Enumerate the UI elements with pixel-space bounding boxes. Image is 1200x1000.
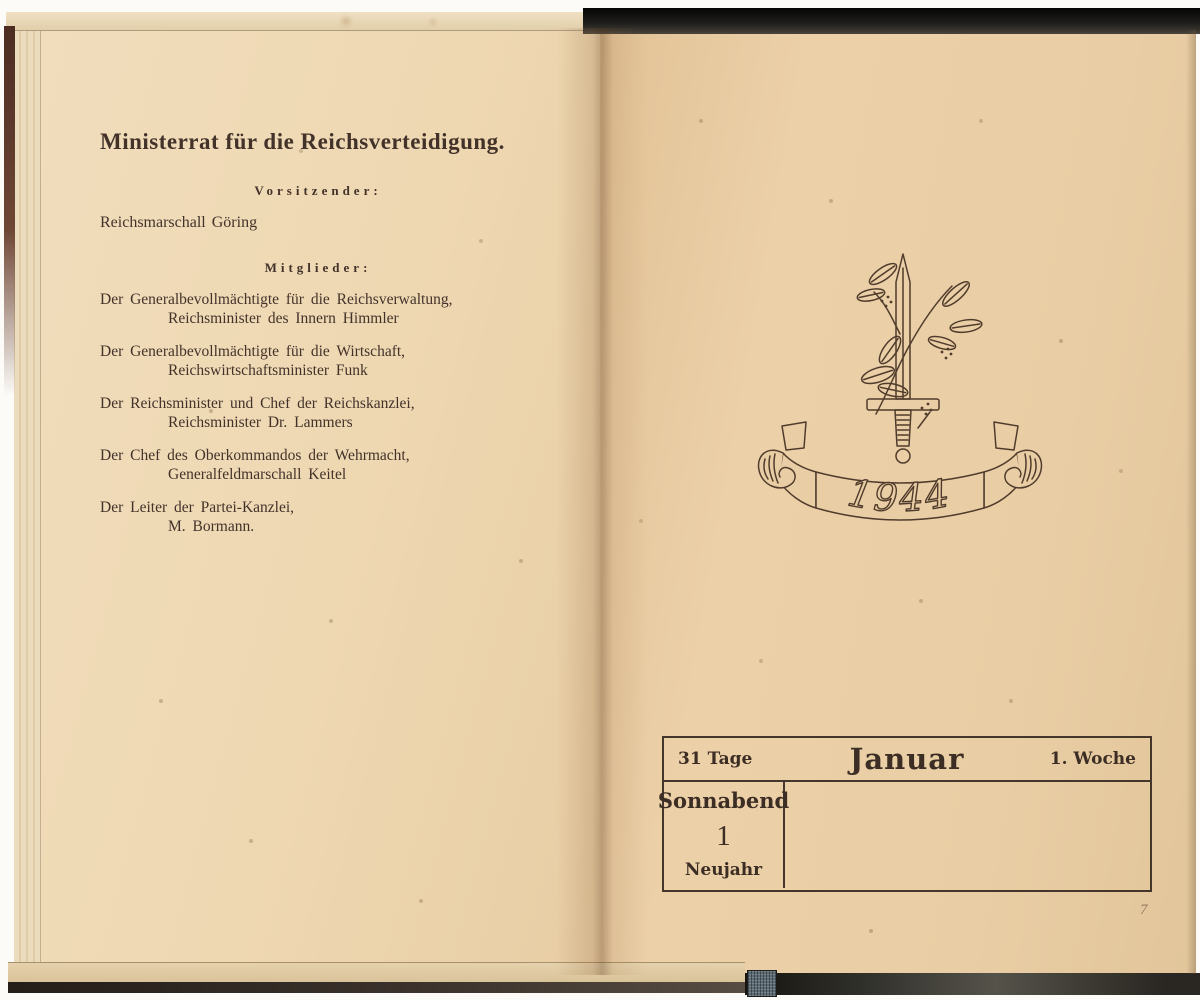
member-role: Der Leiter der Partei-Kanzlei, [100,499,295,516]
member-name: Reichswirtschaftsminister Funk [168,362,368,379]
calendar-block [657,736,1152,892]
page-edge-right [1186,30,1196,974]
right-page [600,30,1196,976]
member-role: Der Generalbevollmächtigte für die Wirtschaft, [100,343,406,360]
calendar-notes-area [785,782,1150,888]
member-role: Der Generalbevollmächtigte für die Reichsverwaltung, [100,291,453,308]
calendar-day-name: Sonnabend [657,788,790,813]
laurel-berries [881,296,953,416]
list-item [100,342,570,380]
member-name: Generalfeldmarschall Keitel [168,466,347,483]
list-item [100,290,570,328]
list-item [100,446,570,484]
calendar-day-cell [657,782,790,888]
chairman-name: Reichsmarschall Göring [100,214,258,231]
chairman-heading: Vorsitzender: [254,183,382,198]
book-cover-bottom-left [8,982,745,993]
banner-ribbon-icon [759,422,1042,520]
member-name: Reichsminister des Innern Himmler [168,310,399,327]
calendar-month: Januar [849,742,965,776]
member-name: M. Bormann. [168,518,255,535]
book-cover-left-edge [4,26,15,396]
calendar-week: 1. Woche [1049,749,1136,769]
left-page [14,28,600,965]
page-title: Ministerrat für die Reichsverteidigung. [100,129,505,154]
sword-laurel-emblem-icon [748,242,1052,542]
page-number: 7 [1140,902,1148,918]
calendar-holiday: Neujahr [684,860,763,880]
members-heading: Mitglieder: [264,260,372,275]
binding-cloth [747,970,777,997]
calendar-day-number: 1 [716,820,731,852]
member-role: Der Chef des Oberkommandos der Wehrmacht, [100,447,410,464]
calendar-header [664,738,1150,782]
sword-icon [867,254,939,463]
list-item [100,498,570,536]
members-list [100,290,570,550]
emblem-year: 1944 [844,470,956,521]
page-edge-left [14,28,41,965]
book-cover-bottom-right [745,973,1200,995]
calendar-body [657,782,1150,888]
calendar-days-count: 31 Tage [678,749,753,769]
book-cover-top [583,8,1200,34]
list-item [100,394,570,432]
member-name: Reichsminister Dr. Lammers [168,414,353,431]
paper-speckles [0,0,2,2]
paper-stains [0,0,2,2]
laurel-branch-icon [856,260,983,428]
member-role: Der Reichsminister und Chef der Reichskanzlei, [100,395,415,412]
page-edge-top [6,12,590,31]
